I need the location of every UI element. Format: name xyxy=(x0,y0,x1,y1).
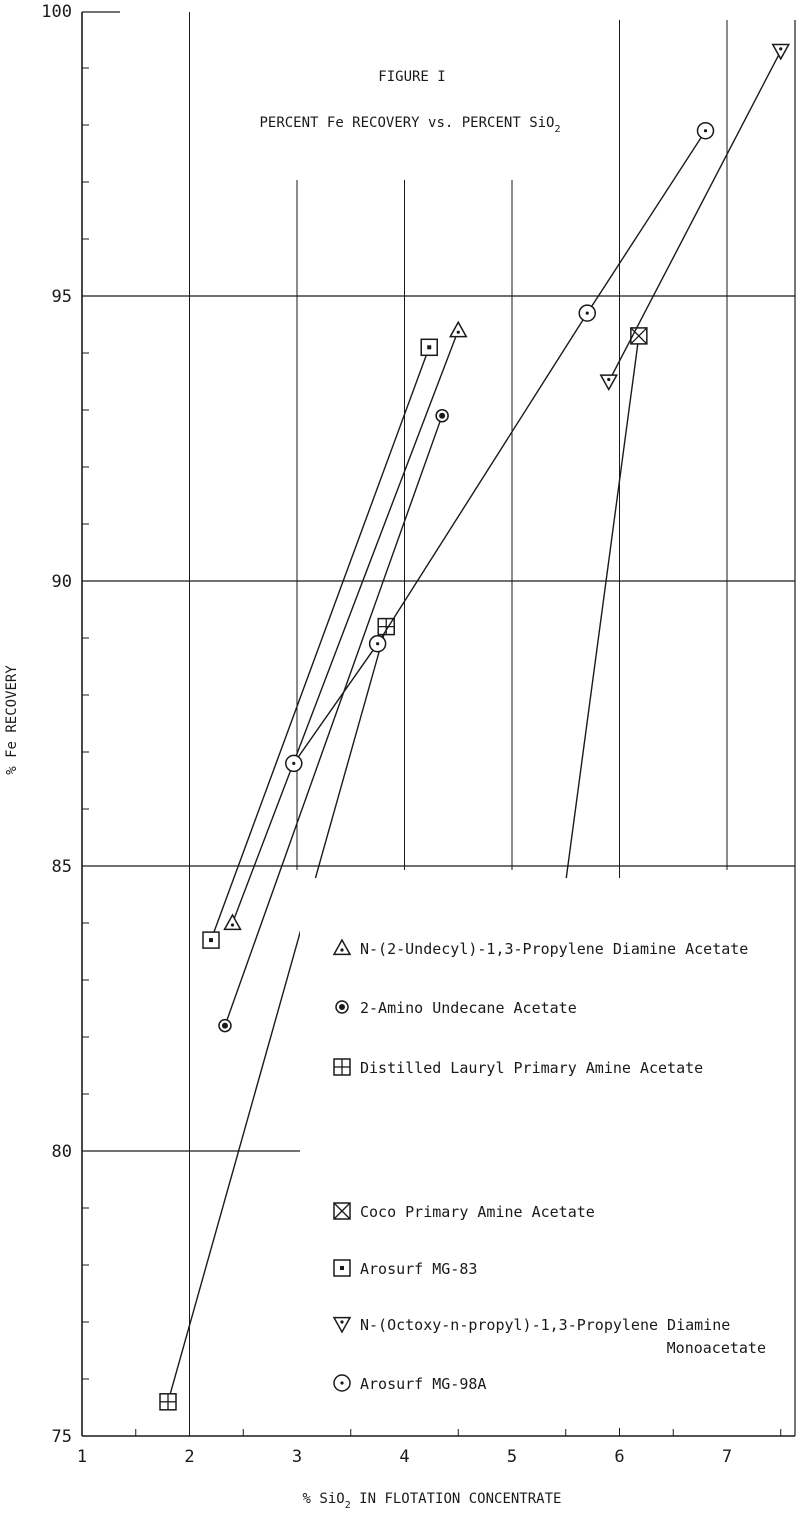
y-tick-label: 75 xyxy=(51,1427,72,1447)
legend-marker xyxy=(334,1203,350,1219)
marker-dot xyxy=(340,1381,343,1384)
chart-subtitle: PERCENT Fe RECOVERY vs. PERCENT SiO$_2$ xyxy=(259,115,561,135)
legend-marker xyxy=(334,1375,350,1391)
marker-dot xyxy=(231,923,234,926)
data-point xyxy=(773,45,789,59)
legend xyxy=(300,878,793,1428)
x-tick-label: 7 xyxy=(721,1447,733,1467)
series-5 xyxy=(203,339,437,948)
x-tick-label: 5 xyxy=(506,1447,518,1467)
marker-dot xyxy=(222,1023,228,1029)
marker-dot xyxy=(457,331,460,334)
series-line xyxy=(609,51,781,382)
y-tick-label: 85 xyxy=(51,857,72,877)
marker-dot xyxy=(209,938,213,942)
legend-label: Arosurf MG-98A xyxy=(360,1375,487,1393)
data-point xyxy=(203,932,219,948)
marker-shape xyxy=(773,45,789,59)
data-point xyxy=(370,636,386,652)
marker-dot xyxy=(607,378,610,381)
y-axis-label: % Fe RECOVERY xyxy=(4,665,20,775)
x-tick-label: 6 xyxy=(614,1447,625,1467)
legend-label: 2-Amino Undecane Acetate xyxy=(360,999,577,1017)
marker-shape xyxy=(601,375,617,389)
marker-dot xyxy=(704,129,707,132)
data-point xyxy=(436,410,448,422)
legend-label: Distilled Lauryl Primary Amine Acetate xyxy=(360,1059,704,1077)
marker-dot xyxy=(340,948,343,951)
legend-label-line2: Monoacetate xyxy=(666,1339,766,1357)
marker-dot xyxy=(586,312,589,315)
marker-dot xyxy=(779,47,782,50)
series-line xyxy=(294,131,706,764)
data-point xyxy=(601,375,617,389)
legend-label: Arosurf MG-83 xyxy=(360,1260,478,1278)
marker-shape xyxy=(450,322,466,336)
data-point xyxy=(225,915,241,929)
legend-marker xyxy=(334,1260,350,1276)
marker-dot xyxy=(340,1266,344,1270)
series-line xyxy=(211,347,429,940)
marker-dot xyxy=(427,345,431,349)
marker-shape xyxy=(225,915,241,929)
data-point xyxy=(579,305,595,321)
data-point xyxy=(160,1394,176,1410)
y-tick-label: 95 xyxy=(51,287,72,307)
marker-dot xyxy=(376,642,379,645)
legend-marker xyxy=(334,1059,350,1075)
marker-dot xyxy=(292,762,295,765)
data-point xyxy=(450,322,466,336)
x-tick-label: 3 xyxy=(291,1447,303,1467)
title-block xyxy=(259,69,560,135)
series-1 xyxy=(225,322,467,929)
marker-dot xyxy=(439,413,445,419)
series-line xyxy=(233,330,459,923)
y-tick-label: 100 xyxy=(41,2,72,22)
legend-label: N-(2-Undecyl)-1,3-Propylene Diamine Acetate xyxy=(360,940,749,958)
data-point xyxy=(698,123,714,139)
legend-label: Coco Primary Amine Acetate xyxy=(360,1203,595,1221)
chart-title: FIGURE I xyxy=(378,69,446,85)
legend-label: N-(Octoxy-n-propyl)-1,3-Propylene Diamine xyxy=(360,1316,731,1334)
series-6 xyxy=(601,45,789,390)
x-axis-label: % SiO$_2$ IN FLOTATION CONCENTRATE xyxy=(302,1491,562,1511)
x-tick-label: 1 xyxy=(76,1447,88,1467)
x-tick-label: 2 xyxy=(184,1447,195,1467)
x-tick-label: 4 xyxy=(399,1447,410,1467)
y-tick-label: 80 xyxy=(51,1142,72,1162)
y-tick-label: 90 xyxy=(51,572,72,592)
marker-dot xyxy=(339,1004,345,1010)
legend-marker xyxy=(336,1001,348,1013)
data-point xyxy=(286,755,302,771)
data-point xyxy=(421,339,437,355)
marker-dot xyxy=(340,1320,343,1323)
data-point xyxy=(219,1020,231,1032)
